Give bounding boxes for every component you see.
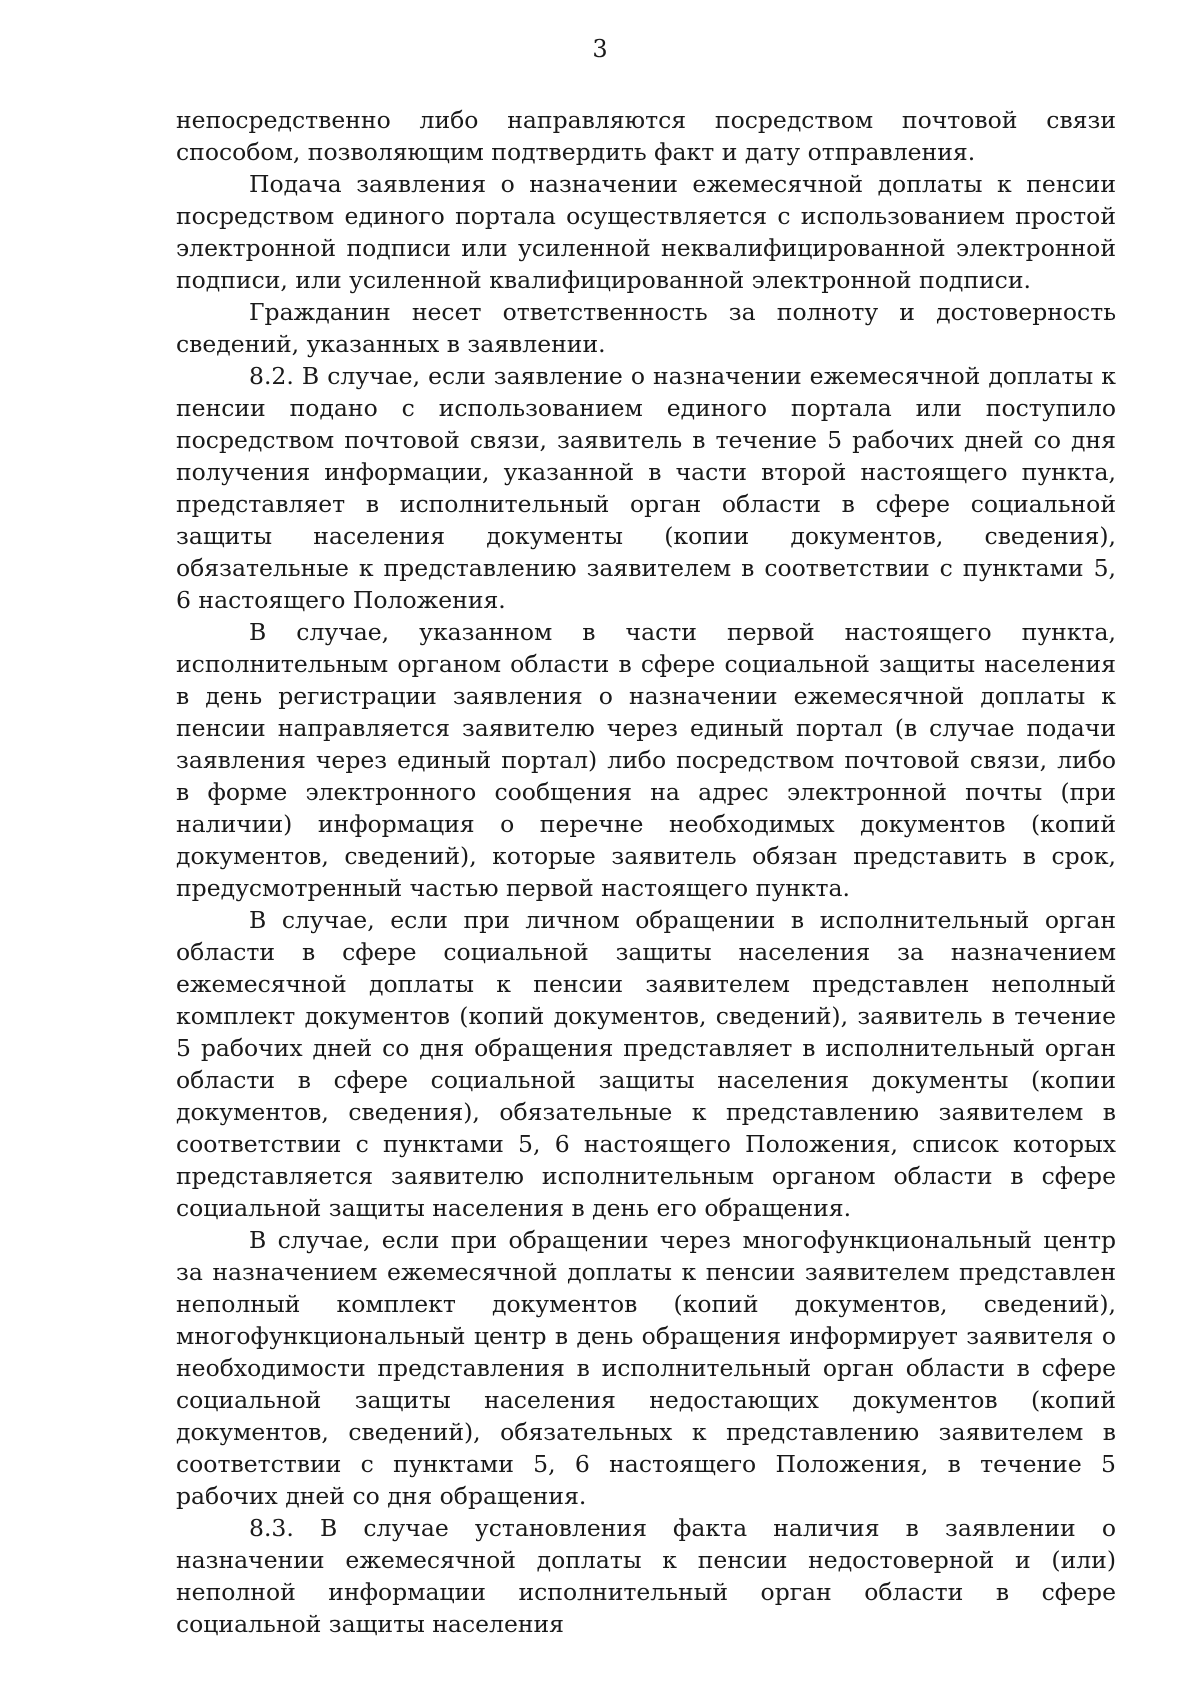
paragraph-8-2: 8.2. В случае, если заявление о назначении ежемесячной доплаты к пенсии подано с использованием единого портала или поступило посредством почтовой связи, заявитель в течение 5 рабочих дней со дня получения информации, указанной в части второй настоящего пункта, представляет в исполнительный орган области в сфере социальной защиты населения документы (копии документов, сведения), обязательные к представлению заявителем в соответствии с пунктами 5, 6 настоящего Положения. — [176, 362, 1116, 614]
document-body — [176, 104, 1116, 1640]
paragraph-8-3: 8.3. В случае установления факта наличия в заявлении о назначении ежемесячной доплаты к пенсии недостоверной и (или) неполной информации исполнительный орган области в сфере социальной защиты населения — [176, 1514, 1116, 1638]
paragraph-8-2-notification: В случае, указанном в части первой настоящего пункта, исполнительным органом области в сфере социальной защиты населения в день регистрации заявления о назначении ежемесячной доплаты к пенсии направляется заявителю через единый портал (в случае подачи заявления через единый портал) либо посредством почтовой связи, либо в форме электронного сообщения на адрес электронной почты (при наличии) информация о перечне необходимых документов (копий документов, сведений), которые заявитель обязан представить в срок, предусмотренный частью первой настоящего пункта. — [176, 618, 1116, 902]
paragraph-citizen-responsibility: Гражданин несет ответственность за полноту и достоверность сведений, указанных в заявлении. — [176, 298, 1116, 358]
page-number: 3 — [592, 35, 608, 63]
paragraph-electronic-signature: Подача заявления о назначении ежемесячной доплаты к пенсии посредством единого портала осуществляется с использованием простой электронной подписи или усиленной неквалифицированной электронной подписи, или усиленной квалифицированной электронной подписи. — [176, 170, 1116, 294]
paragraph-8-2-mfc: В случае, если при обращении через многофункциональный центр за назначением ежемесячной доплаты к пенсии заявителем представлен неполный комплект документов (копий документов, сведений), многофункциональный центр в день обращения информирует заявителя о необходимости представления в исполнительный орган области в сфере социальной защиты населения недостающих документов (копий документов, сведений), обязательных к представлению заявителем в соответствии с пунктами 5, 6 настоящего Положения, в течение 5 рабочих дней со дня обращения. — [176, 1226, 1116, 1510]
paragraph-continuation: непосредственно либо направляются посредством почтовой связи способом, позволяющим подтвердить факт и дату отправления. — [176, 106, 1116, 166]
paragraph-8-2-personal-visit: В случае, если при личном обращении в исполнительный орган области в сфере социальной защиты населения за назначением ежемесячной доплаты к пенсии заявителем представлен неполный комплект документов (копий документов, сведений), заявитель в течение 5 рабочих дней со дня обращения представляет в исполнительный орган области в сфере социальной защиты населения документы (копии документов, сведения), обязательные к представлению заявителем в соответствии с пунктами 5, 6 настоящего Положения, список которых представляется заявителю исполнительным органом области в сфере социальной защиты населения в день его обращения. — [176, 906, 1116, 1222]
